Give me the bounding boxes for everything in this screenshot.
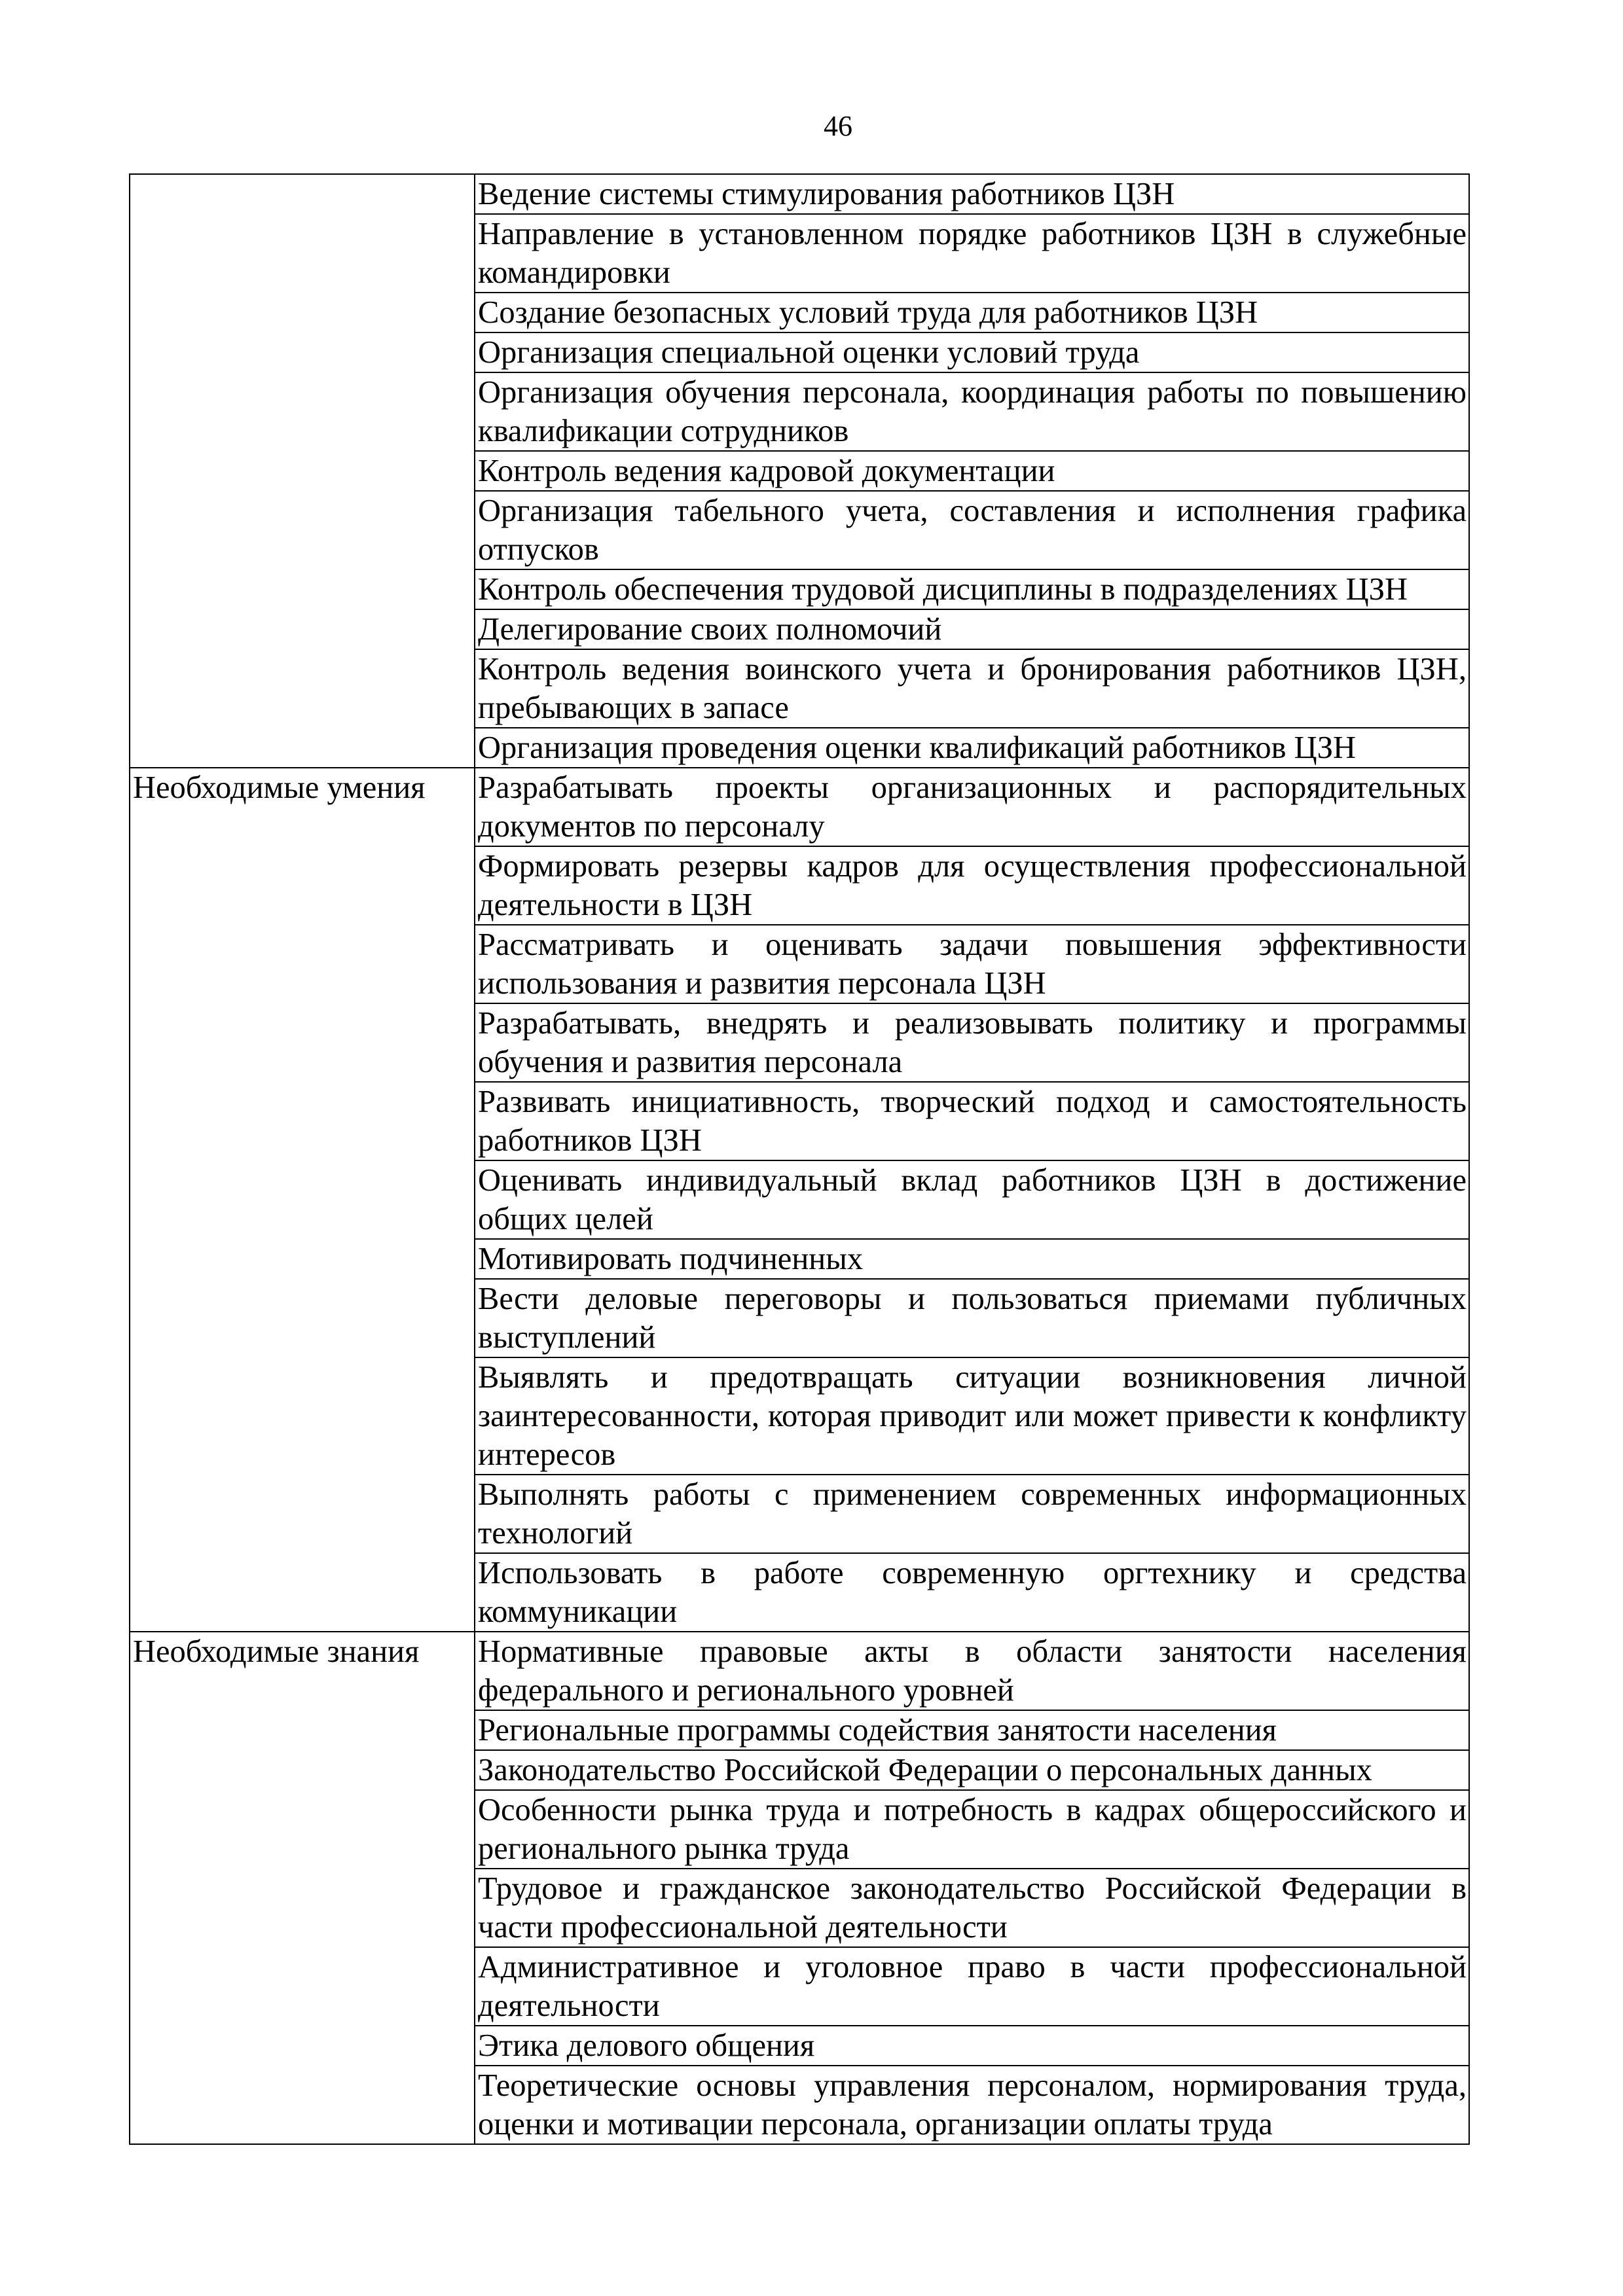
table-cell: Нормативные правовые акты в области занятости населения федерального и регионального уровней [475,1632,1469,1710]
table-cell: Организация проведения оценки квалификаций работников ЦЗН [475,728,1469,768]
table-row [130,768,1469,846]
table-cell: Разрабатывать, внедрять и реализовывать политику и программы обучения и развития персонала [475,1003,1469,1082]
table-cell: Использовать в работе современную оргтехнику и средства коммуникации [475,1553,1469,1632]
section-label-knowledge: Необходимые знания [130,1632,475,2144]
page-number: 46 [824,110,852,142]
table-cell: Организация специальной оценки условий труда [475,332,1469,372]
table-cell: Создание безопасных условий труда для работников ЦЗН [475,293,1469,332]
table-cell: Мотивировать подчиненных [475,1239,1469,1279]
table-cell: Вести деловые переговоры и пользоваться приемами публичных выступлений [475,1279,1469,1357]
table-cell: Делегирование своих полномочий [475,609,1469,649]
table-cell: Контроль ведения кадровой документации [475,451,1469,491]
table-cell: Оценивать индивидуальный вклад работников ЦЗН в достижение общих целей [475,1160,1469,1239]
table-cell: Контроль обеспечения трудовой дисциплины в подразделениях ЦЗН [475,569,1469,609]
table-cell: Контроль ведения воинского учета и бронирования работников ЦЗН, пребывающих в запасе [475,649,1469,728]
table-cell: Трудовое и гражданское законодательство Российской Федерации в части профессиональной деятельности [475,1869,1469,1947]
table-cell: Выявлять и предотвращать ситуации возникновения личной заинтересованности, которая приводит или может привести к конфликту интересов [475,1357,1469,1475]
table-cell: Формировать резервы кадров для осуществления профессиональной деятельности в ЦЗН [475,846,1469,925]
table-cell: Особенности рынка труда и потребность в кадрах общероссийского и регионального рынка труда [475,1790,1469,1869]
section-label-duties [130,174,475,768]
table-cell: Развивать инициативность, творческий подход и самостоятельность работников ЦЗН [475,1082,1469,1160]
table-cell: Административное и уголовное право в части профессиональной деятельности [475,1947,1469,2026]
table-cell: Рассматривать и оценивать задачи повышения эффективности использования и развития персонала ЦЗН [475,925,1469,1003]
table-cell: Выполнять работы с применением современных информационных технологий [475,1475,1469,1553]
table-row [130,174,1469,214]
table-cell: Региональные программы содействия занятости населения [475,1710,1469,1750]
table-cell: Законодательство Российской Федерации о персональных данных [475,1750,1469,1790]
table-cell: Организация табельного учета, составления и исполнения графика отпусков [475,491,1469,569]
table-cell: Направление в установленном порядке работников ЦЗН в служебные командировки [475,214,1469,293]
job-requirements-table [129,173,1470,2145]
table-cell: Разрабатывать проекты организационных и распорядительных документов по персоналу [475,768,1469,846]
table-cell: Этика делового общения [475,2026,1469,2066]
table-cell: Теоретические основы управления персоналом, нормирования труда, оценки и мотивации персонала, организации оплаты труда [475,2066,1469,2144]
table-body [130,174,1469,2144]
table-cell: Ведение системы стимулирования работников ЦЗН [475,174,1469,214]
section-label-skills: Необходимые умения [130,768,475,1632]
table-row [130,1632,1469,1710]
table-cell: Организация обучения персонала, координация работы по повышению квалификации сотрудников [475,372,1469,451]
